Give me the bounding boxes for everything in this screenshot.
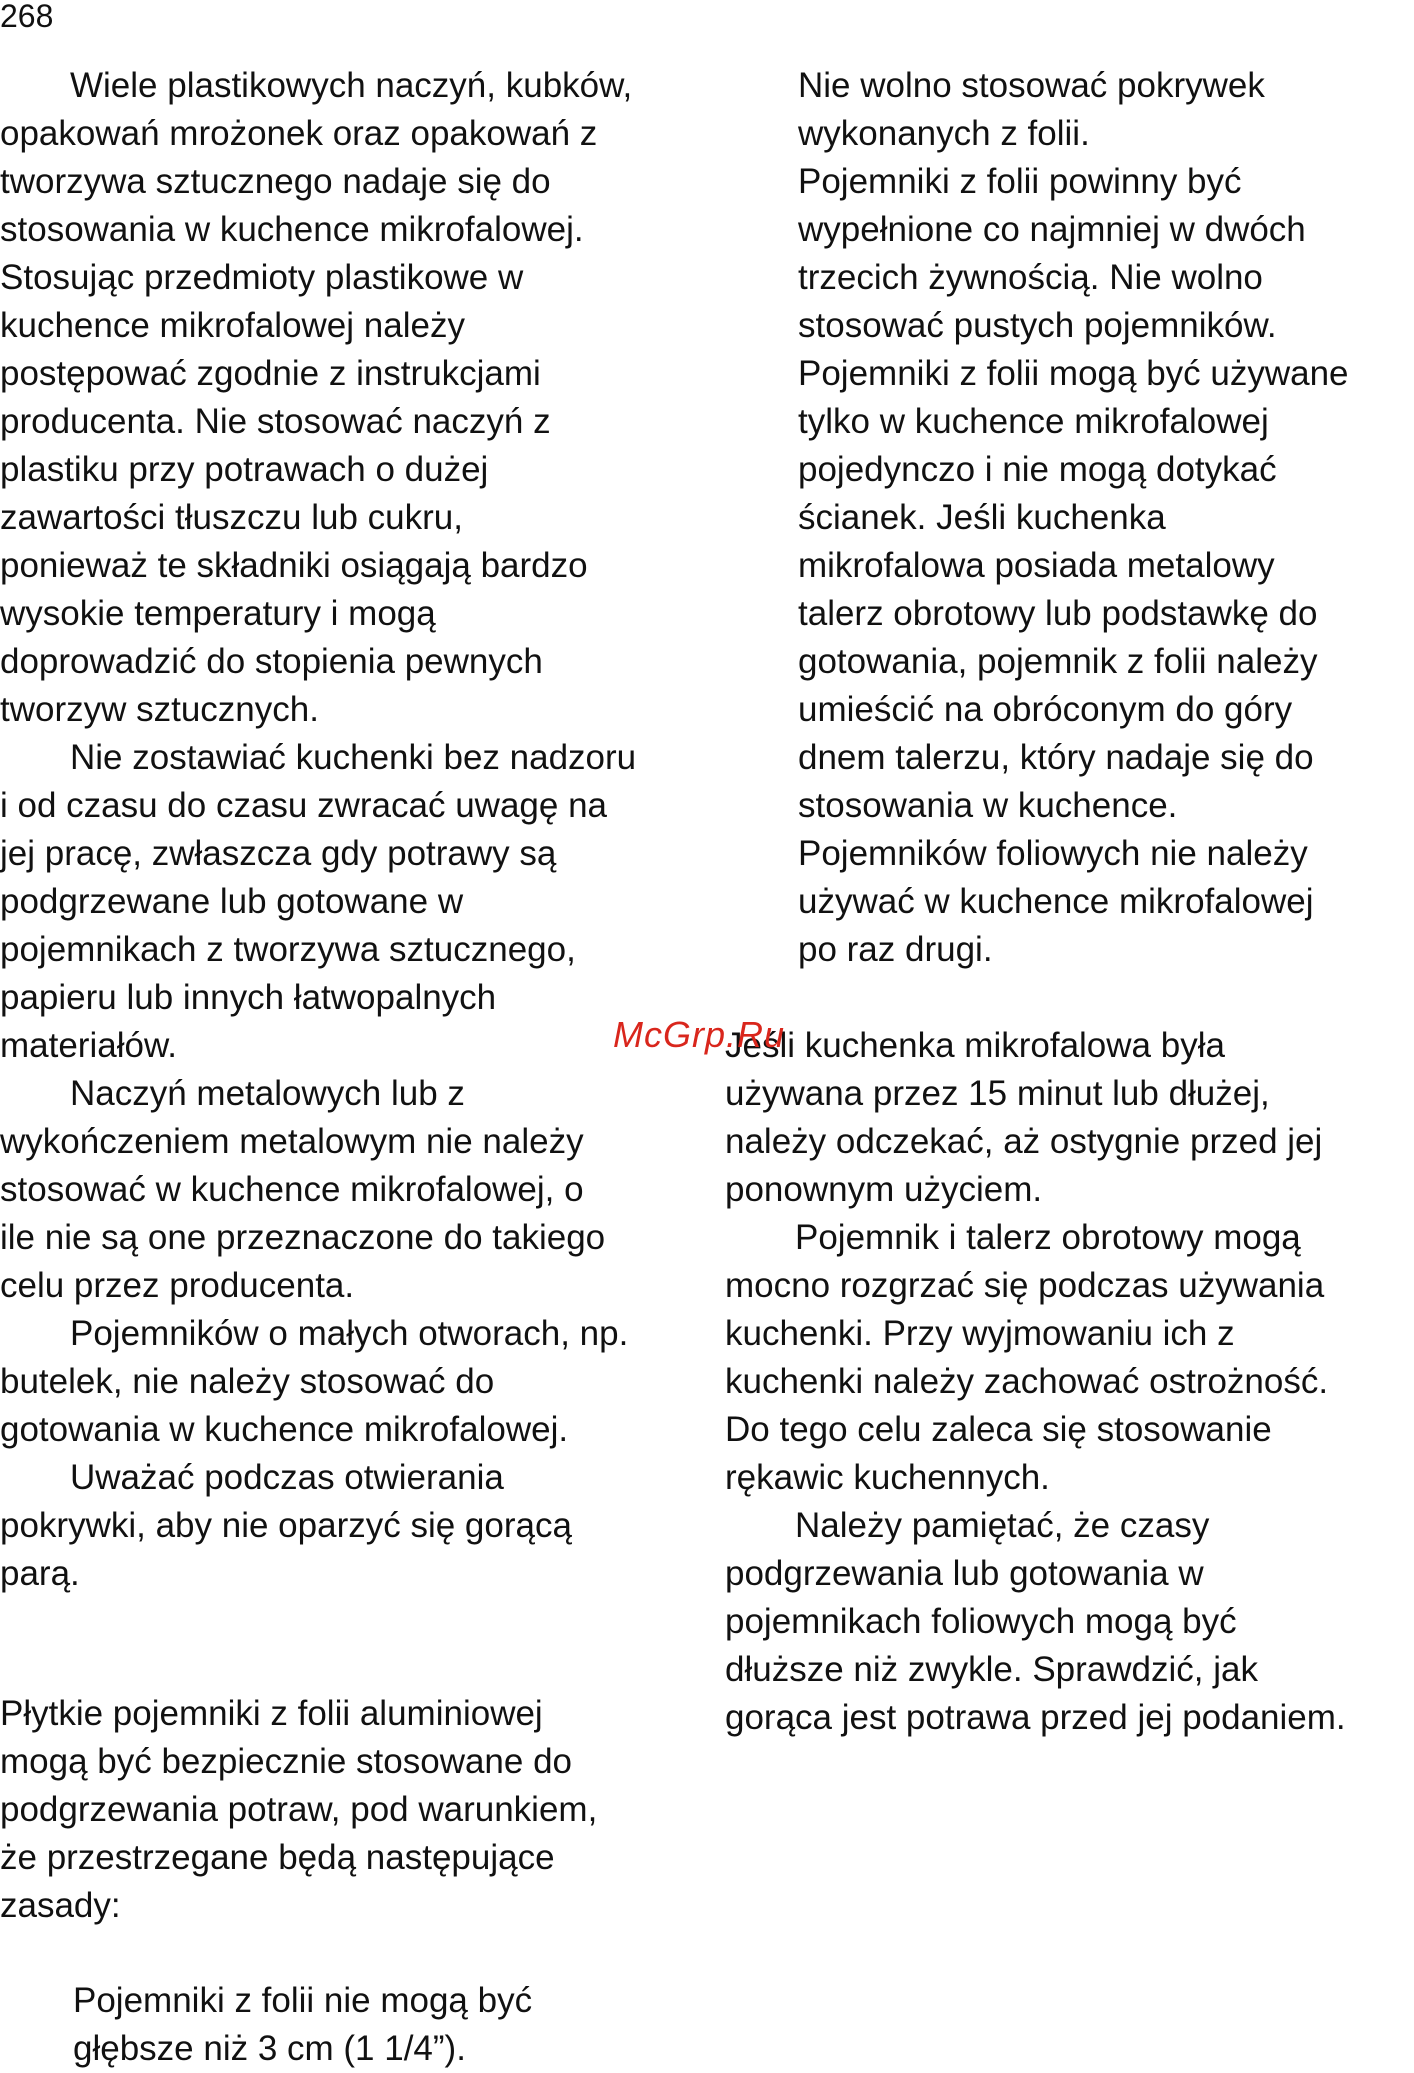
text-line: pojedynczo i nie mogą dotykać [798, 450, 1277, 489]
text-line: Uważać podczas otwierania [0, 1458, 504, 1497]
text-line: rękawic kuchennych. [725, 1458, 1050, 1497]
text-line: Płytkie pojemniki z folii aluminiowej [0, 1694, 543, 1733]
text-line: Pojemniki z folii powinny być [798, 162, 1242, 201]
text-line: Pojemniki z folii mogą być używane [798, 354, 1349, 393]
text-line: mogą być bezpiecznie stosowane do [0, 1742, 573, 1781]
text-line: kuchenki. Przy wyjmowaniu ich z [725, 1314, 1235, 1353]
text-line: gotowania w kuchence mikrofalowej. [0, 1410, 569, 1449]
text-line: wysokie temperatury i mogą [0, 594, 436, 633]
text-line: talerz obrotowy lub podstawkę do [798, 594, 1318, 633]
text-line: używana przez 15 minut lub dłużej, [725, 1074, 1270, 1113]
text-line: producenta. Nie stosować naczyń z [0, 402, 551, 441]
text-line: kuchence mikrofalowej należy [0, 306, 465, 345]
text-line: Stosując przedmioty plastikowe w [0, 258, 524, 297]
left-column-text-block-2 [0, 1690, 700, 1930]
text-line: należy odczekać, aż ostygnie przed jej [725, 1122, 1323, 1161]
text-line: gorąca jest potrawa przed jej podaniem. [725, 1698, 1346, 1737]
text-line: podgrzewane lub gotowane w [0, 882, 464, 921]
text-line: Należy pamiętać, że czasy [725, 1506, 1210, 1545]
text-line: zawartości tłuszczu lub cukru, [0, 498, 463, 537]
text-line: tworzywa sztucznego nadaje się do [0, 162, 551, 201]
text-line: podgrzewania potraw, pod warunkiem, [0, 1790, 598, 1829]
text-line: mocno rozgrzać się podczas używania [725, 1266, 1325, 1305]
text-line: opakowań mrożonek oraz opakowań z [0, 114, 598, 153]
text-line: Naczyń metalowych lub z [0, 1074, 465, 1113]
text-line: umieścić na obróconym do góry [798, 690, 1293, 729]
text-line: gotowania, pojemnik z folii należy [798, 642, 1318, 681]
left-column-text-block-1 [0, 62, 700, 1598]
text-line: używać w kuchence mikrofalowej [798, 882, 1314, 921]
text-line: po raz drugi. [798, 930, 993, 969]
text-line: trzecich żywnością. Nie wolno [798, 258, 1263, 297]
text-line: podgrzewania lub gotowania w [725, 1554, 1204, 1593]
text-line: materiałów. [0, 1026, 178, 1065]
text-line: tworzyw sztucznych. [0, 690, 319, 729]
text-line: ile nie są one przeznaczone do takiego [0, 1218, 606, 1257]
text-line: pojemnikach z tworzywa sztucznego, [0, 930, 576, 969]
right-column-text-block-1 [798, 62, 1408, 974]
text-line: Wiele plastikowych naczyń, kubków, [0, 66, 633, 105]
text-line: że przestrzegane będą następujące [0, 1838, 555, 1877]
text-line: Pojemnik i talerz obrotowy mogą [725, 1218, 1301, 1257]
text-line: wypełnione co najmniej w dwóch [798, 210, 1306, 249]
text-line: papieru lub innych łatwopalnych [0, 978, 497, 1017]
text-line: parą. [0, 1554, 80, 1593]
text-line: pokrywki, aby nie oparzyć się gorącą [0, 1506, 572, 1545]
page-number: 268 [0, 0, 54, 34]
text-line: stosowania w kuchence. [798, 786, 1178, 825]
text-line: jej pracę, zwłaszcza gdy potrawy są [0, 834, 557, 873]
right-column-text-block-2 [725, 1022, 1410, 1742]
text-line: tylko w kuchence mikrofalowej [798, 402, 1269, 441]
text-line: Jeśli kuchenka mikrofalowa była [725, 1026, 1225, 1065]
text-line: Pojemników o małych otworach, np. [0, 1314, 629, 1353]
text-line: stosować pustych pojemników. [798, 306, 1277, 345]
watermark-text: McGrp.Ru [613, 1014, 786, 1055]
text-line: stosowania w kuchence mikrofalowej. [0, 210, 584, 249]
text-line: Do tego celu zaleca się stosowanie [725, 1410, 1272, 1449]
text-line: wykończeniem metalowym nie należy [0, 1122, 584, 1161]
text-line: postępować zgodnie z instrukcjami [0, 354, 541, 393]
text-line: celu przez producenta. [0, 1266, 355, 1305]
text-line: i od czasu do czasu zwracać uwagę na [0, 786, 607, 825]
text-line: Nie zostawiać kuchenki bez nadzoru [0, 738, 637, 777]
text-line: stosować w kuchence mikrofalowej, o [0, 1170, 584, 1209]
text-line: mikrofalowa posiada metalowy [798, 546, 1275, 585]
text-line: wykonanych z folii. [798, 114, 1090, 153]
text-line: pojemnikach foliowych mogą być [725, 1602, 1237, 1641]
text-line: głębsze niż 3 cm (1 1/4”). [73, 2029, 466, 2068]
text-line: butelek, nie należy stosować do [0, 1362, 495, 1401]
text-line: ponieważ te składniki osiągają bardzo [0, 546, 588, 585]
text-line: Pojemniki z folii nie mogą być [73, 1981, 533, 2020]
text-line: dłuższe niż zwykle. Sprawdzić, jak [725, 1650, 1258, 1689]
text-line: zasady: [0, 1886, 121, 1925]
left-column-text-block-3 [73, 1977, 693, 2073]
text-line: doprowadzić do stopienia pewnych [0, 642, 543, 681]
text-line: Pojemników foliowych nie należy [798, 834, 1308, 873]
text-line: kuchenki należy zachować ostrożność. [725, 1362, 1329, 1401]
text-line: ponownym użyciem. [725, 1170, 1043, 1209]
text-line: plastiku przy potrawach o dużej [0, 450, 489, 489]
text-line: Nie wolno stosować pokrywek [798, 66, 1265, 105]
text-line: ścianek. Jeśli kuchenka [798, 498, 1166, 537]
text-line: dnem talerzu, który nadaje się do [798, 738, 1314, 777]
